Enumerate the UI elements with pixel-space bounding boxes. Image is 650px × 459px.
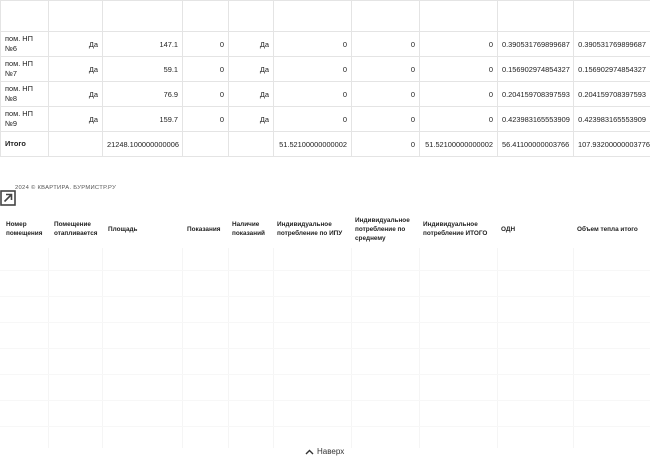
cell-heated bbox=[49, 1, 103, 32]
cell-heated: Да bbox=[49, 82, 103, 107]
cell-odn: 56.41100000003766 bbox=[498, 132, 574, 157]
cell-total bbox=[420, 1, 498, 32]
cell-heated: Да bbox=[49, 107, 103, 132]
header-number: Номер помещения bbox=[6, 221, 43, 237]
header-odn: ОДН bbox=[501, 225, 516, 233]
cell-has-readings: Да bbox=[229, 82, 274, 107]
cell-heat: 0.204159708397593 bbox=[574, 82, 650, 107]
cell-heated bbox=[49, 132, 103, 157]
cell-avg bbox=[352, 1, 420, 32]
cell-total: 0 bbox=[420, 57, 498, 82]
cell-readings bbox=[183, 132, 229, 157]
consumption-table bbox=[0, 0, 650, 157]
cell-readings: 0 bbox=[183, 107, 229, 132]
cell-has-readings: Да bbox=[229, 57, 274, 82]
cell-name bbox=[1, 1, 49, 32]
cell-name: Итого bbox=[1, 132, 49, 157]
cell-name: пом. НП №6 bbox=[1, 32, 49, 57]
cell-total: 0 bbox=[420, 32, 498, 57]
cell-heat: 107.93200000003776 bbox=[574, 132, 650, 157]
cell-odn: 0.423983165553909 bbox=[498, 107, 574, 132]
table-sticky-header bbox=[0, 214, 650, 244]
copyright-text: 2024 © КВАРТИРА. БУРМИСТР.РУ bbox=[15, 185, 117, 191]
cell-name: пом. НП №7 bbox=[1, 57, 49, 82]
cell-avg: 0 bbox=[352, 82, 420, 107]
table-total-row bbox=[1, 132, 650, 157]
cell-odn: 0.390531769899687 bbox=[498, 32, 574, 57]
cell-name: пом. НП №8 bbox=[1, 82, 49, 107]
cell-has-readings: Да bbox=[229, 32, 274, 57]
cell-odn: 0.156902974854327 bbox=[498, 57, 574, 82]
cell-readings: 0 bbox=[183, 57, 229, 82]
cell-ipu: 0 bbox=[274, 32, 352, 57]
table-row bbox=[1, 1, 650, 32]
cell-area: 159.7 bbox=[103, 107, 183, 132]
external-link-icon[interactable] bbox=[0, 190, 16, 206]
cell-avg: 0 bbox=[352, 132, 420, 157]
table-row bbox=[1, 57, 650, 82]
faint-table-grid bbox=[0, 248, 650, 448]
header-area: Площадь bbox=[108, 225, 138, 233]
cell-heated: Да bbox=[49, 32, 103, 57]
cell-area bbox=[103, 1, 183, 32]
cell-heat: 0.390531769899687 bbox=[574, 32, 650, 57]
cell-avg: 0 bbox=[352, 57, 420, 82]
header-heated: Помещение отапливается bbox=[54, 221, 98, 237]
table-row bbox=[1, 32, 650, 57]
header-ipu: Индивидуальное потребление по ИПУ bbox=[277, 221, 343, 237]
header-readings: Показания bbox=[187, 225, 221, 233]
header-heat: Объем тепла итого bbox=[577, 225, 638, 233]
cell-total: 51.52100000000002 bbox=[420, 132, 498, 157]
cell-area: 76.9 bbox=[103, 82, 183, 107]
cell-has-readings bbox=[229, 132, 274, 157]
cell-has-readings: Да bbox=[229, 107, 274, 132]
table-row bbox=[1, 107, 650, 132]
cell-ipu: 0 bbox=[274, 82, 352, 107]
cell-ipu: 51.52100000000002 bbox=[274, 132, 352, 157]
cell-total: 0 bbox=[420, 107, 498, 132]
cell-heat bbox=[574, 1, 650, 32]
cell-area: 59.1 bbox=[103, 57, 183, 82]
cell-avg: 0 bbox=[352, 107, 420, 132]
cell-area: 21248.100000000006 bbox=[103, 132, 183, 157]
back-to-top-label: Наверх bbox=[317, 447, 345, 456]
back-to-top-link[interactable] bbox=[305, 447, 344, 456]
cell-area: 147.1 bbox=[103, 32, 183, 57]
header-total: Индивидуальное потребление ИТОГО bbox=[423, 221, 488, 237]
cell-readings: 0 bbox=[183, 32, 229, 57]
cell-avg: 0 bbox=[352, 32, 420, 57]
cell-ipu: 0 bbox=[274, 107, 352, 132]
table-row bbox=[1, 82, 650, 107]
cell-odn: 0.204159708397593 bbox=[498, 82, 574, 107]
cell-ipu: 0 bbox=[274, 57, 352, 82]
cell-ipu bbox=[274, 1, 352, 32]
cell-readings: 0 bbox=[183, 82, 229, 107]
cell-total: 0 bbox=[420, 82, 498, 107]
cell-odn bbox=[498, 1, 574, 32]
cell-name: пом. НП №9 bbox=[1, 107, 49, 132]
cell-heat: 0.156902974854327 bbox=[574, 57, 650, 82]
header-avg: Индивидуальное потребление по среднему bbox=[355, 216, 410, 242]
header-has-readings: Наличие показаний bbox=[232, 221, 265, 237]
cell-heated: Да bbox=[49, 57, 103, 82]
cell-readings bbox=[183, 1, 229, 32]
cell-heat: 0.423983165553909 bbox=[574, 107, 650, 132]
chevron-up-icon bbox=[305, 449, 314, 455]
cell-has-readings bbox=[229, 1, 274, 32]
